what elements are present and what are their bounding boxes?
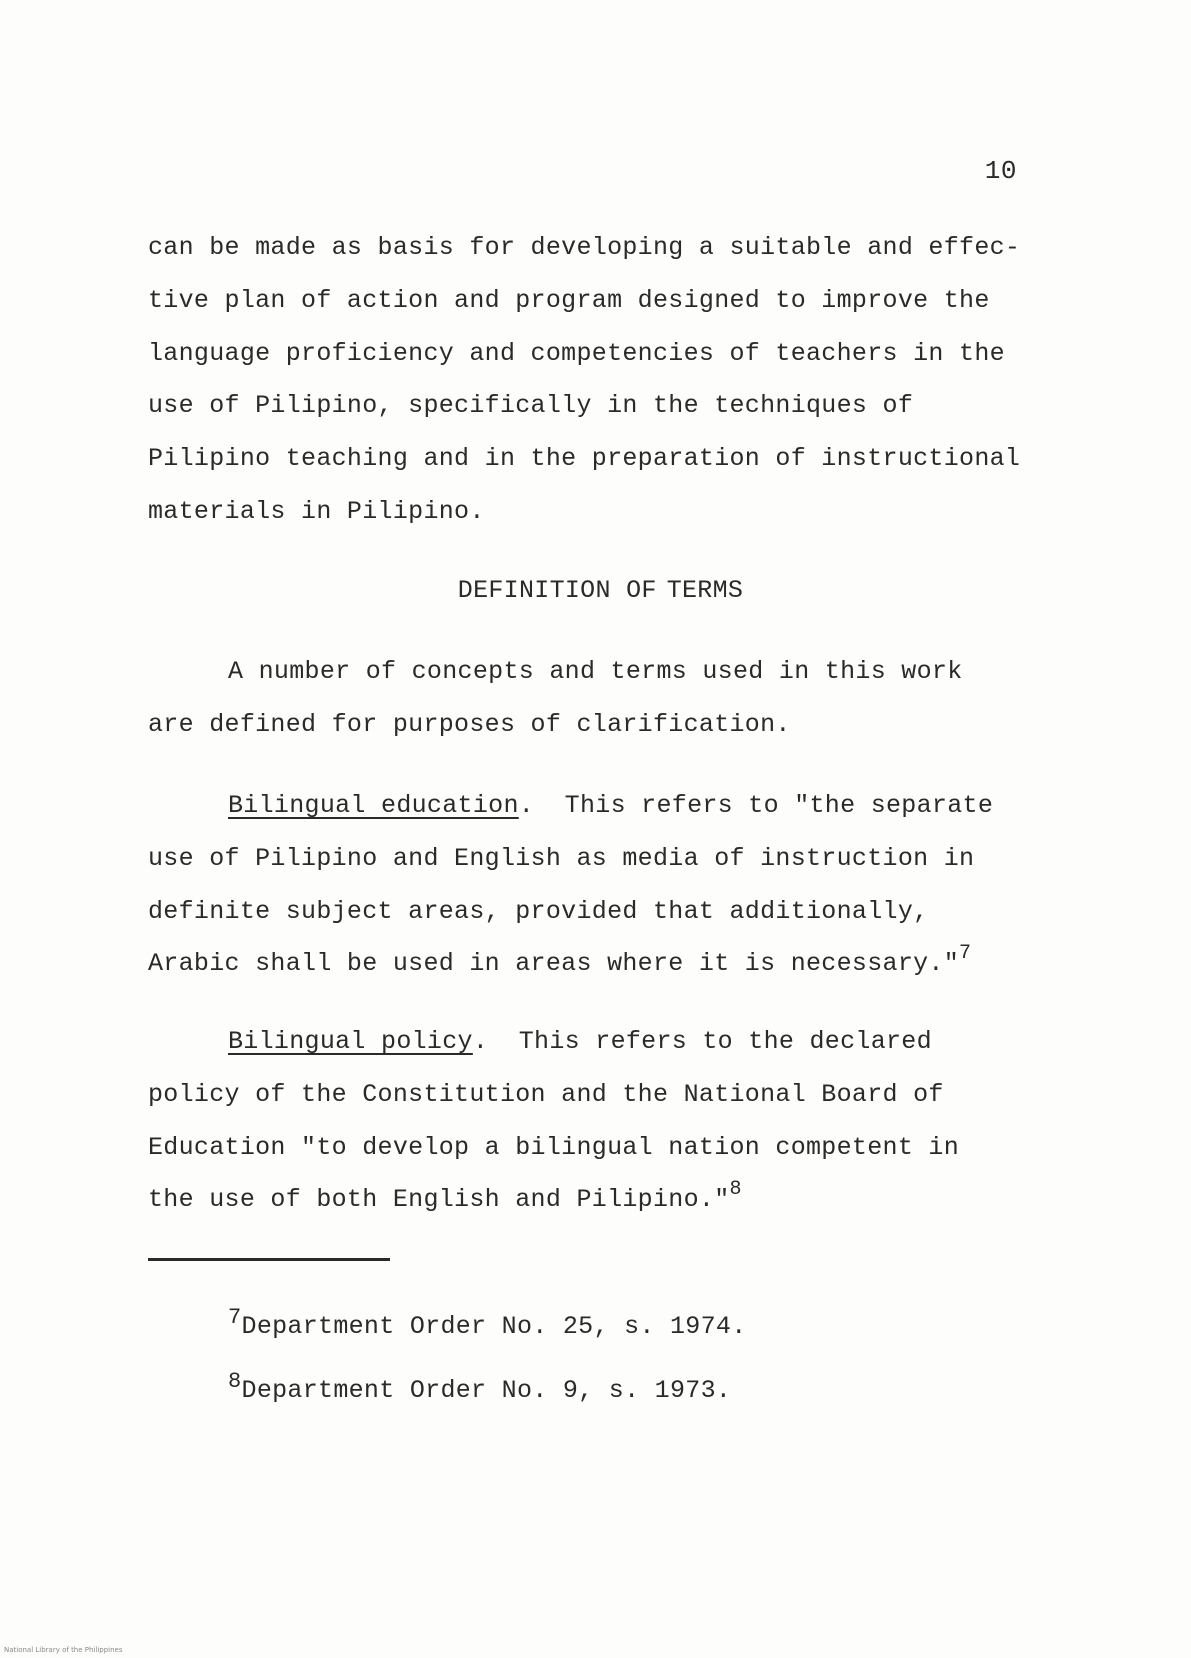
footnote-text: Department Order No. 9, s. 1973. <box>241 1376 732 1405</box>
intro-paragraph <box>148 222 1048 539</box>
text-line <box>148 780 1048 833</box>
page-number: 10 <box>984 156 1017 186</box>
footnote-mark: 7 <box>228 1305 242 1330</box>
section-heading-part: TERMS <box>666 576 744 605</box>
text-line: use of Pilipino and English as media of instruction in <box>148 843 975 873</box>
text-line: Education "to develop a bilingual nation competent in <box>148 1132 960 1162</box>
text-line: can be made as basis for developing a suitable and effec- <box>148 233 1021 262</box>
section-heading-part: DEFINITION OF <box>457 576 657 605</box>
footnote-divider <box>148 1258 390 1261</box>
footnote-mark: 8 <box>228 1369 242 1394</box>
text-line <box>148 1016 1048 1069</box>
paragraph-concepts <box>148 646 1048 752</box>
scan-footer: National Library of the Philippines <box>4 1646 123 1654</box>
text-line <box>148 1174 1048 1227</box>
footnote-text: Department Order No. 25, s. 1974. <box>241 1312 747 1341</box>
text-line: language proficiency and competencies of teachers in the <box>148 338 1005 368</box>
text-line: materials in Pilipino. <box>148 496 485 526</box>
text-line: definite subject areas, provided that additionally, <box>148 896 929 926</box>
footnote-reference: 7 <box>959 942 972 966</box>
text-line: tive plan of action and program designed to improve the <box>148 285 990 315</box>
text-line: use of Pilipino, specifically in the techniques of <box>148 391 914 421</box>
footnote-reference: 8 <box>729 1178 742 1202</box>
text-fragment: . This refers to the declared <box>472 1027 932 1056</box>
footnotes <box>228 1295 1028 1423</box>
text-fragment: the use of both English and Pilipino." <box>148 1185 730 1215</box>
section-heading <box>0 576 1191 605</box>
paragraph-bilingual-education <box>148 780 1048 991</box>
text-line: A number of concepts and terms used in this work <box>228 657 963 686</box>
text-line: are defined for purposes of clarification. <box>148 709 791 739</box>
text-line: policy of the Constitution and the National Board of <box>148 1079 944 1109</box>
footnote <box>228 1295 1028 1359</box>
defined-term: Bilingual policy <box>228 1027 473 1056</box>
defined-term: Bilingual education <box>228 791 519 820</box>
text-line: Pilipino teaching and in the preparation of instructional <box>148 444 1021 474</box>
text-fragment: Arabic shall be used in areas where it is necessary." <box>148 949 960 979</box>
text-fragment: . This refers to "the separate <box>518 791 994 820</box>
text-line <box>148 938 1048 991</box>
footnote <box>228 1359 1028 1423</box>
paragraph-bilingual-policy <box>148 1016 1048 1227</box>
